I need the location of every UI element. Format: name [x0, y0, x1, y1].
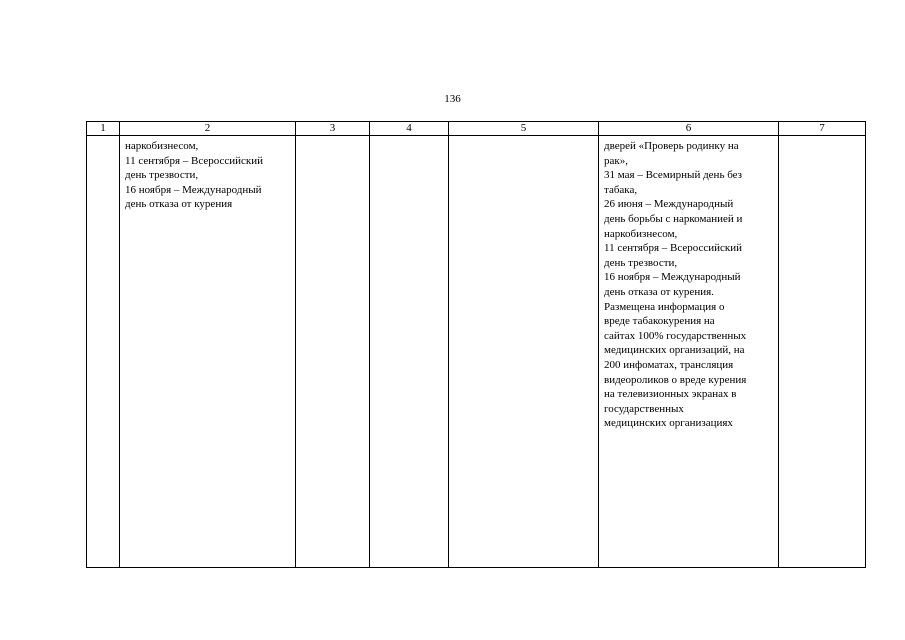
document-table — [86, 121, 866, 568]
cell-text-line: видеороликов о вреде курения — [604, 373, 747, 386]
cell-text-line: наркобизнесом, — [125, 140, 199, 152]
cell-text-line: медицинских организаций, на — [604, 344, 745, 357]
cell-text-line: 11 сентября – Всероссийский — [125, 154, 264, 167]
cell-text-line: 16 ноября – Международный — [604, 271, 741, 284]
table-cell-col3 — [296, 136, 370, 568]
column-header-5: 5 — [449, 122, 599, 136]
cell-text-line: 16 ноября – Международный — [125, 183, 262, 196]
cell-text-line: табака, — [604, 183, 638, 196]
table-cell-col4 — [370, 136, 449, 568]
table-cell-col1 — [87, 136, 120, 568]
cell-text-line: рак», — [604, 154, 628, 167]
cell-text-line: день трезвости, — [604, 256, 678, 269]
cell-text-line: день борьбы с наркоманией и — [604, 212, 743, 225]
cell-text-line: 200 инфоматах, трансляция — [604, 358, 734, 371]
cell-text-line: наркобизнесом, — [604, 227, 678, 240]
cell-text-line: вреде табакокурения на — [604, 315, 715, 328]
table-row — [87, 136, 866, 568]
table-header-row — [87, 122, 866, 136]
column-header-6: 6 — [599, 122, 779, 136]
events-list-col2 — [120, 136, 295, 212]
cell-text-line: день отказа от курения. — [604, 285, 714, 298]
table-cell-col2 — [120, 136, 296, 568]
column-header-1: 1 — [87, 122, 120, 136]
cell-text-line: на телевизионных экранах в — [604, 388, 737, 401]
events-list-col6 — [599, 136, 778, 431]
table-cell-col5 — [449, 136, 599, 568]
cell-text-line: 11 сентября – Всероссийский — [604, 242, 743, 255]
cell-text-line: государственных — [604, 402, 684, 415]
table-cell-col6 — [599, 136, 779, 568]
cell-text-line: 26 июня – Международный — [604, 198, 734, 211]
cell-text-line: день отказа от курения — [125, 198, 233, 211]
column-header-3: 3 — [296, 122, 370, 136]
column-header-4: 4 — [370, 122, 449, 136]
cell-text-line: день трезвости, — [125, 169, 199, 182]
cell-text-line: сайтах 100% государственных — [604, 329, 747, 342]
column-header-7: 7 — [779, 122, 866, 136]
page-number: 136 — [444, 93, 461, 105]
column-header-2: 2 — [120, 122, 296, 136]
table-cell-col7 — [779, 136, 866, 568]
cell-text-line: 31 мая – Всемирный день без — [604, 169, 743, 182]
cell-text-line: Размещена информация о — [604, 300, 725, 313]
cell-text-line: медицинских организациях — [604, 417, 733, 430]
cell-text-line: дверей «Проверь родинку на — [604, 140, 739, 152]
